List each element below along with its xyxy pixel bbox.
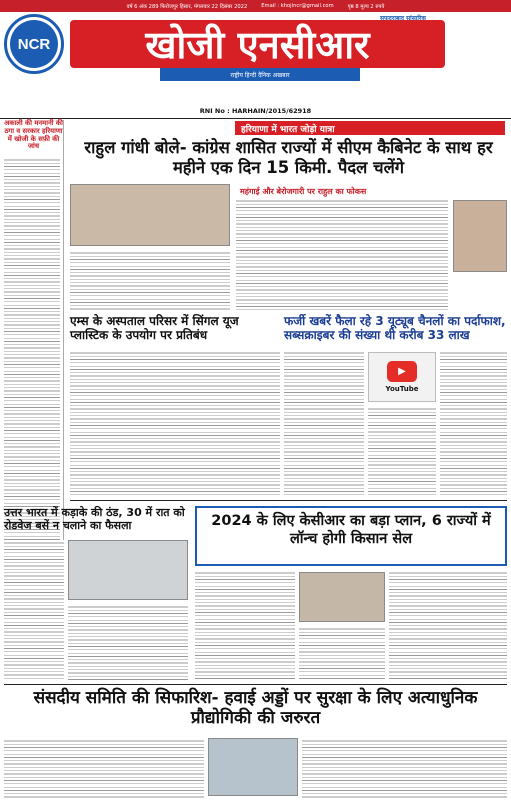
story2-headline: एम्स के अस्पताल परिसर में सिंगल यूज प्लास्टिक के उपयोग पर प्रतिबंध [70, 314, 239, 343]
story3-text-2 [368, 406, 436, 496]
fog-photo [68, 540, 188, 600]
meeting-photo [299, 572, 385, 622]
divider [4, 684, 507, 685]
divider [70, 500, 507, 501]
story6-headline: संसदीय समिति की सिफारिश- हवाई अड्डों पर सुरक्षा के लिए अत्याधुनिक प्रौद्योगिकी की जरुरत [33, 688, 478, 729]
youtube-label: YouTube [385, 385, 419, 393]
story5-headline: 2024 के लिए केसीआर का बड़ा प्लान, 6 राज्यों में लॉन्च होगी किसान सेल [211, 513, 491, 548]
portrait-photo [453, 200, 507, 272]
section-label: हरियाणा में भारत जोड़ो यात्रा [235, 121, 505, 135]
pages-info: पृष्ठ 8 मूल्य 2 रुपये [347, 4, 385, 10]
story4-text-1 [4, 540, 64, 680]
email-info[interactable]: Email : khojincr@gmail.com [261, 3, 334, 9]
story4-text-2 [68, 604, 188, 680]
masthead-subtitle: सफदराबाद सांसारिक [380, 15, 426, 22]
ncr-logo [4, 14, 64, 74]
tagline: राष्ट्रीय हिन्दी दैनिक अखबार [160, 68, 360, 81]
play-icon: ▶ [387, 361, 417, 382]
logo-text: NCR [10, 20, 58, 68]
rni-number: RNI No : HARHAIN/2015/62918 [199, 107, 312, 115]
story5-text-3 [389, 570, 507, 680]
issue-info: वर्ष 6 अंक 289 फिरोजपुर हिसार, मंगलवार 22 दिसंबर 2022 [126, 4, 248, 10]
main-headline: राहुल गांधी बोले- कांग्रेस शासित राज्यों में सीएम कैबिनेट के साथ हर महीने एक दिन 15 किमी. पैदल चलेंगे [84, 138, 493, 177]
rally-photo [70, 184, 230, 246]
story3-headline: फर्जी खबरें फैला रहे 3 यूट्यूब चैनलों का पर्दाफाश, सब्सक्राइबर की संख्या थी करीब 33 लाख [284, 314, 506, 343]
story2-text [70, 350, 280, 496]
youtube-graphic [368, 352, 436, 402]
story6-text-1 [4, 738, 204, 798]
newspaper-title: खोजी एनसीआर [70, 20, 445, 68]
story3-text-1 [284, 350, 364, 496]
top-info-bar [0, 0, 511, 12]
story5-text-2 [299, 626, 385, 680]
main-story-text-2 [236, 198, 448, 310]
story4-headline: उत्तर भारत में कड़ाके की ठंड, 30 में रात को रोडवेज बसें न चलाने का फैसला [4, 506, 185, 533]
main-subhead: महंगाई और बेरोजगारी पर राहुल का फोकस [240, 187, 367, 196]
divider [0, 118, 511, 119]
story5-text-1 [195, 570, 295, 680]
main-story-text-1 [70, 250, 230, 310]
story3-text-3 [440, 350, 507, 496]
story6-text-2 [302, 738, 507, 798]
left-column-headline: अकाली की मनमानी की ठगा व सरकार हरियाणा में खोजी के सफ़ी की जांच [4, 119, 63, 151]
airport-photo [208, 738, 298, 796]
story5-headline-box [195, 506, 507, 566]
